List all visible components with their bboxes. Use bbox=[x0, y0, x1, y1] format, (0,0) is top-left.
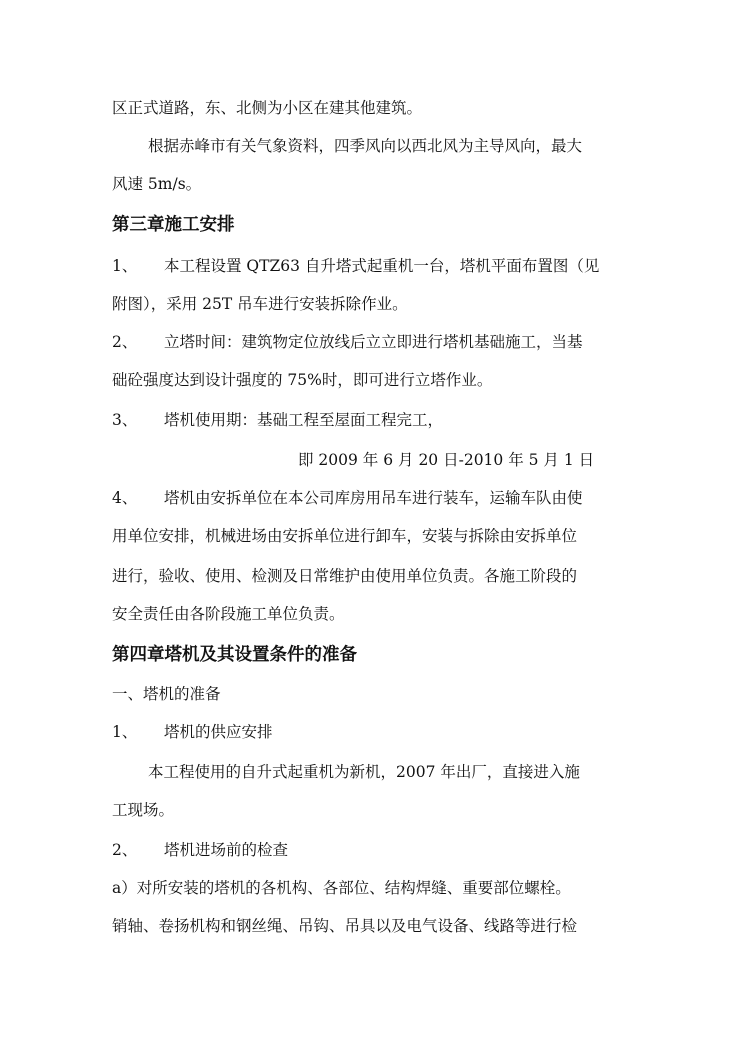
item-number: 1、 bbox=[112, 723, 138, 741]
text-line: 根据赤峰市有关气象资料，四季风向以西北风为主导风向，最大 bbox=[148, 137, 583, 155]
text-line: a）对所安装的塔机的各机构、各部位、结构焊缝、重要部位螺栓。 bbox=[112, 879, 571, 897]
item-text: 塔机进场前的检查 bbox=[164, 841, 289, 859]
item-number: 2、 bbox=[112, 841, 138, 859]
text-line: 销轴、卷扬机构和钢丝绳、吊钩、吊具以及电气设备、线路等进行检 bbox=[112, 917, 578, 935]
date-range-line: 即 2009 年 6 月 20 日-2010 年 5 月 1 日 bbox=[298, 451, 595, 469]
item-text: 塔机的供应安排 bbox=[164, 723, 273, 741]
text-line: 区正式道路，东、北侧为小区在建其他建筑。 bbox=[112, 99, 423, 117]
text-line: 进行，验收、使用、检测及日常维护由使用单位负责。各施工阶段的 bbox=[112, 567, 578, 585]
text-line: 风速 5m/s。 bbox=[112, 175, 202, 193]
text-line: 工现场。 bbox=[112, 801, 175, 819]
chapter-3-heading: 第三章施工安排 bbox=[112, 215, 235, 235]
list-item-2 bbox=[112, 840, 632, 860]
text-line: 附图），采用 25T 吊车进行安装拆除作业。 bbox=[112, 295, 408, 313]
text-line: 安全责任由各阶段施工单位负责。 bbox=[112, 605, 345, 623]
chapter-4-heading: 第四章塔机及其设置条件的准备 bbox=[112, 645, 357, 665]
text-line: 用单位安排，机械进场由安拆单位进行卸车，安装与拆除由安拆单位 bbox=[112, 527, 578, 545]
item-number: 4、 bbox=[112, 489, 138, 507]
section-heading: 一、塔机的准备 bbox=[112, 685, 221, 703]
text-line: 础砼强度达到设计强度的 75%时，即可进行立塔作业。 bbox=[112, 371, 493, 389]
item-number: 1、 bbox=[112, 257, 138, 275]
list-item-1 bbox=[112, 722, 632, 742]
item-text: 塔机使用期：基础工程至屋面工程完工， bbox=[164, 411, 444, 429]
list-item-3 bbox=[112, 410, 632, 430]
list-item-4 bbox=[112, 488, 632, 508]
list-item-1 bbox=[112, 256, 632, 276]
item-number: 3、 bbox=[112, 411, 138, 429]
item-text: 本工程设置 QTZ63 自升塔式起重机一台，塔机平面布置图（见 bbox=[164, 257, 600, 275]
text-line: 本工程使用的自升式起重机为新机，2007 年出厂，直接进入施 bbox=[148, 763, 580, 781]
item-text: 立塔时间：建筑物定位放线后立立即进行塔机基础施工，当基 bbox=[164, 333, 583, 351]
item-number: 2、 bbox=[112, 333, 138, 351]
list-item-2 bbox=[112, 332, 632, 352]
item-text: 塔机由安拆单位在本公司库房用吊车进行装车，运输车队由使 bbox=[164, 489, 583, 507]
